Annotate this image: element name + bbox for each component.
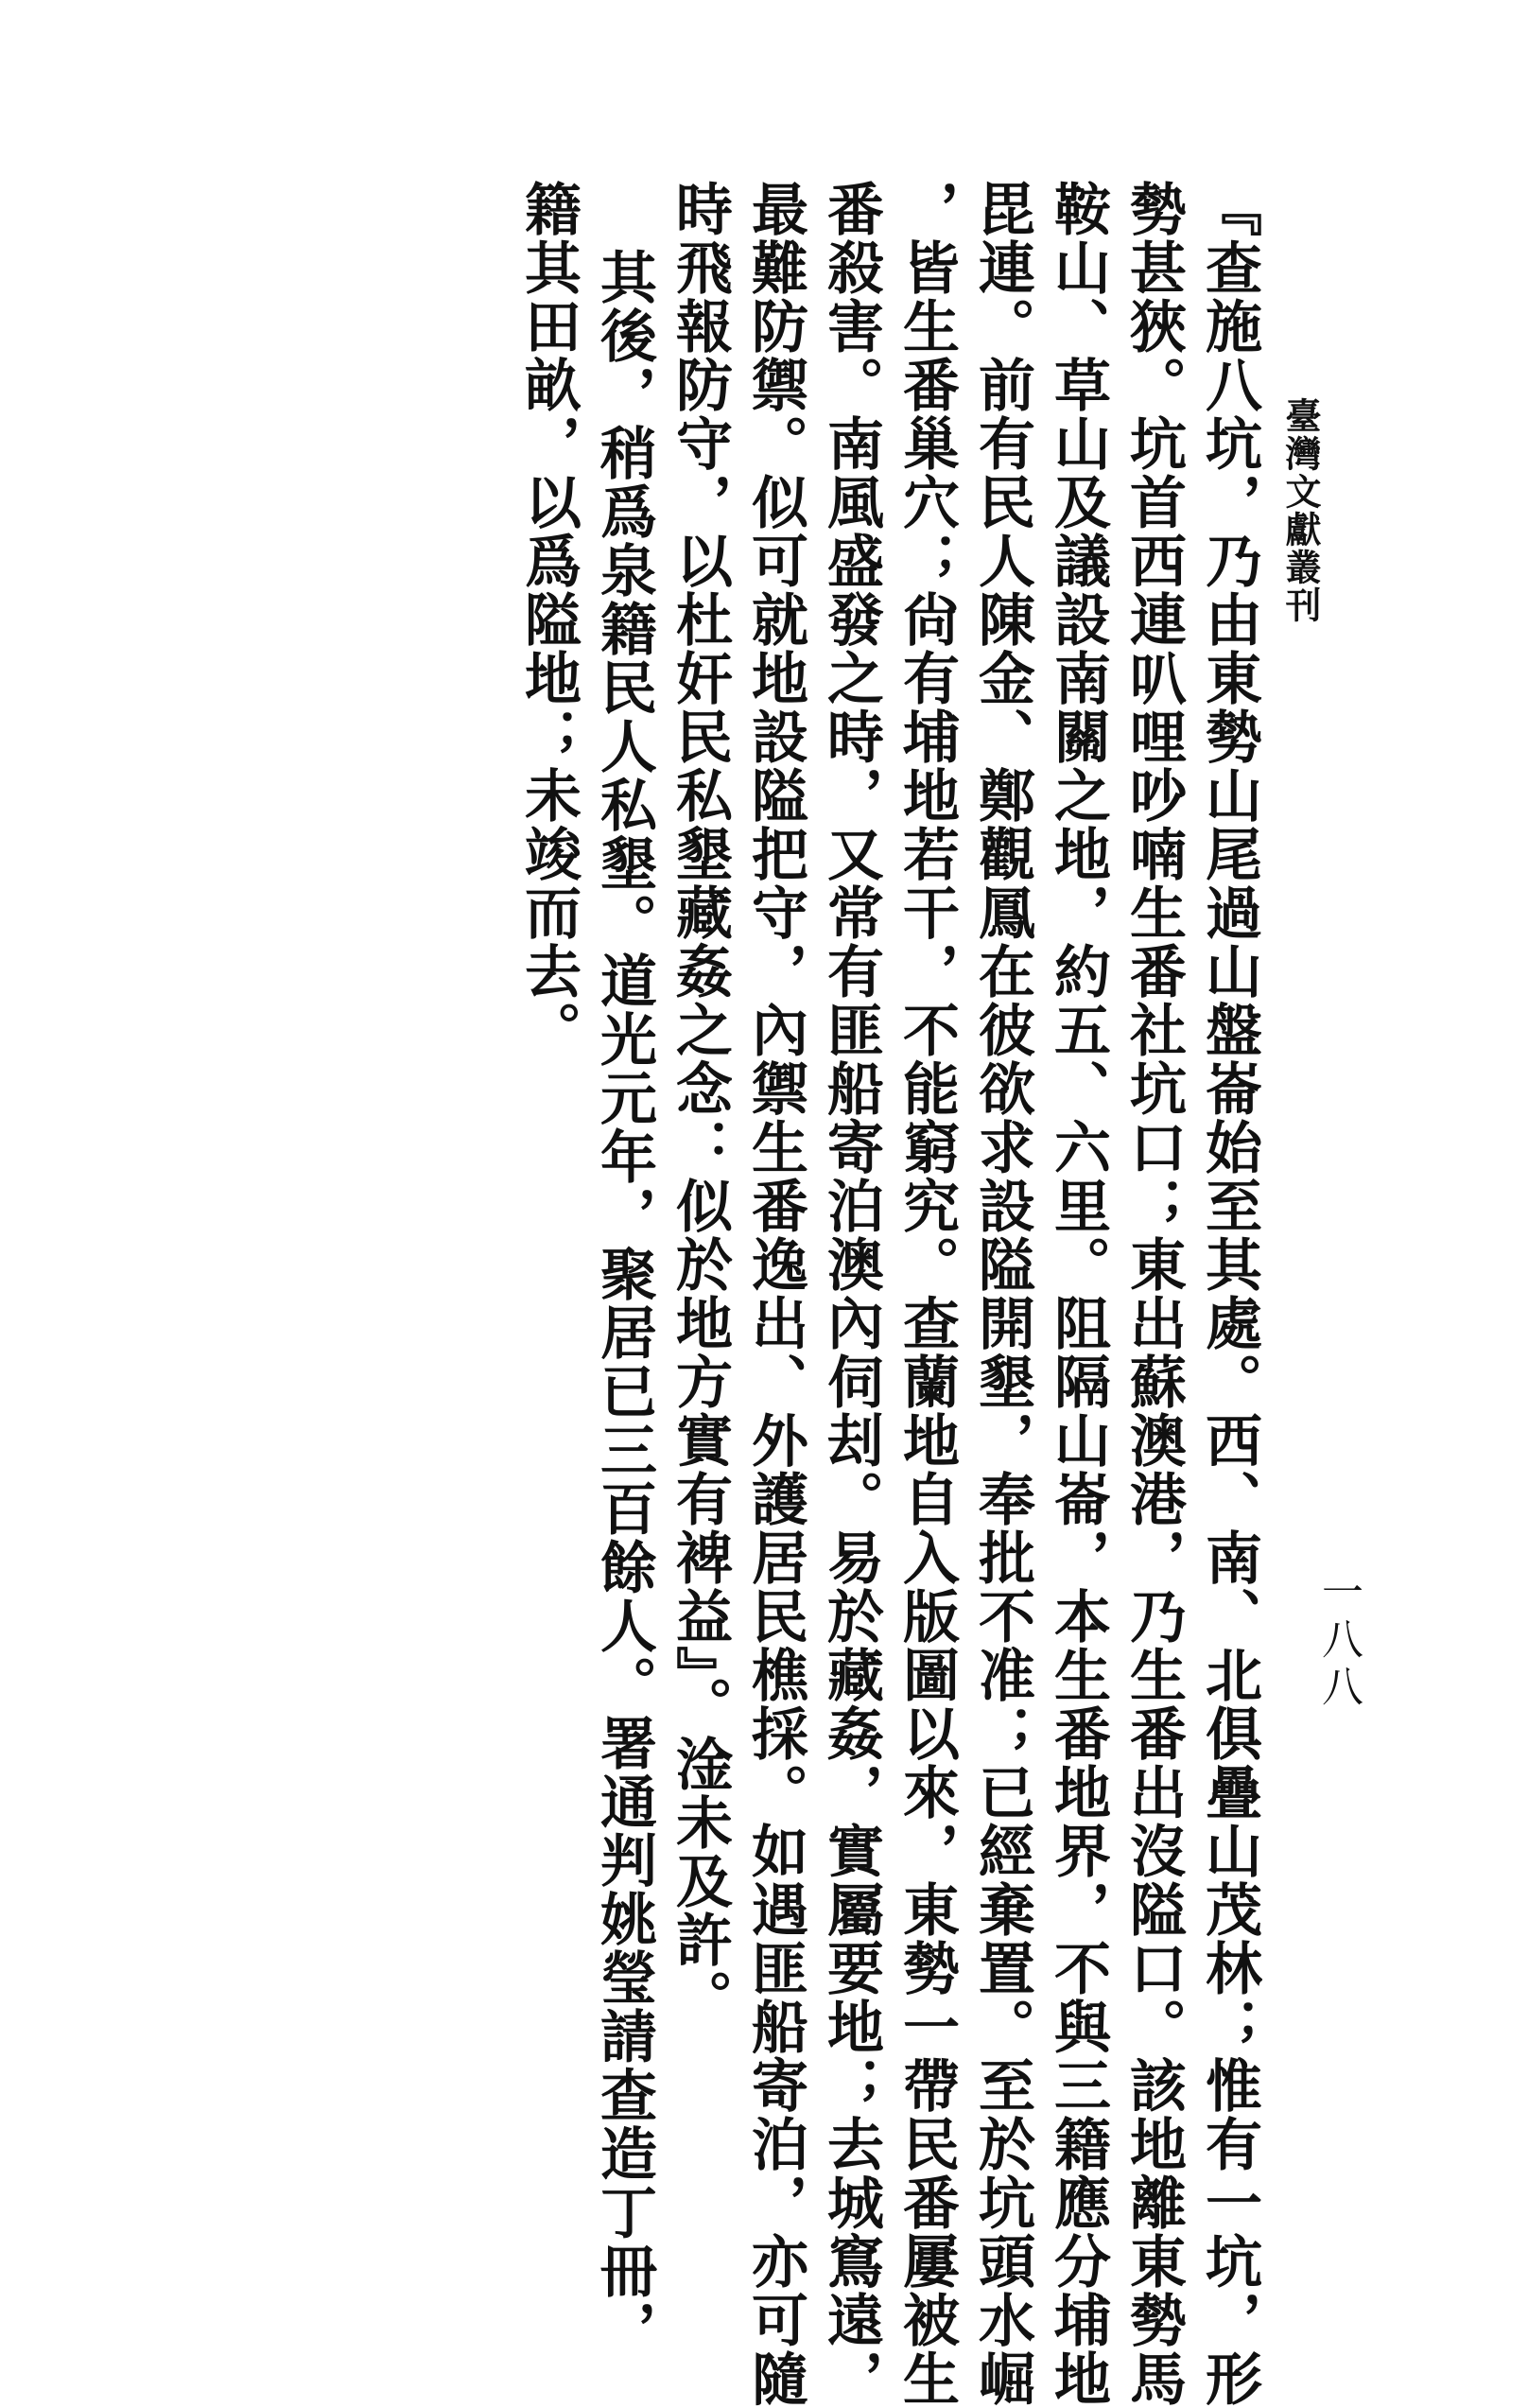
text-line-2: 勢甚狹。坑首西連叭哩吵喃生番社坑口；東出蘇澳港，乃生番出沒隘口。該地離東勢馬 — [1120, 180, 1187, 2408]
text-line-5: ，皆生番巢穴；尙有埔地若干，不能窮究。查蘭地自入版圖以來，東勢一帶民番屢被生 — [894, 180, 960, 2408]
body-text — [511, 180, 1267, 2408]
page-number: 一八八 — [1314, 1570, 1363, 1712]
running-header-title: 臺灣文獻叢刊 — [1279, 397, 1322, 624]
text-line-4: 毘連。前有民人陳金、鄭觀鳳在彼欲求設隘開墾，奉批不准；已經棄置。至於坑頭水崛 — [969, 180, 1035, 2408]
text-line-8: 時飛報防守，以杜奸民私墾藏姦之念：似於地方實有裨益』。淦未及許。 — [667, 180, 733, 2028]
text-line-7: 最難防禦。似可就地設隘把守，內禦生番逸出、外護居民樵採。如遇匪船寄泊，亦可隨 — [742, 180, 808, 2408]
text-line-3: 鞍山、草山及議設南關之地，約五、六里。阻隔山崙，本生番地界，不與三籍應分埔地 — [1045, 180, 1111, 2408]
text-line-10: 籍其田畝，以爲隘地；未竣而去。 — [515, 180, 582, 1059]
text-line-6: 番殺害。南風盛發之時，又常有匪船寄泊澳內伺刦。易於藏姦，實屬要地；去城窵遠， — [818, 180, 884, 2408]
text-line-1: 『查施八坑，乃由東勢山尾過山盤崙始至其處。西、南、北俱疊山茂林；惟有一坑，形 — [1196, 180, 1262, 2408]
text-line-9: 其後，稍爲泉籍民人私墾。道光元年，聚居已三百餘人。署通判姚瑩請查造丁冊， — [591, 248, 657, 2359]
